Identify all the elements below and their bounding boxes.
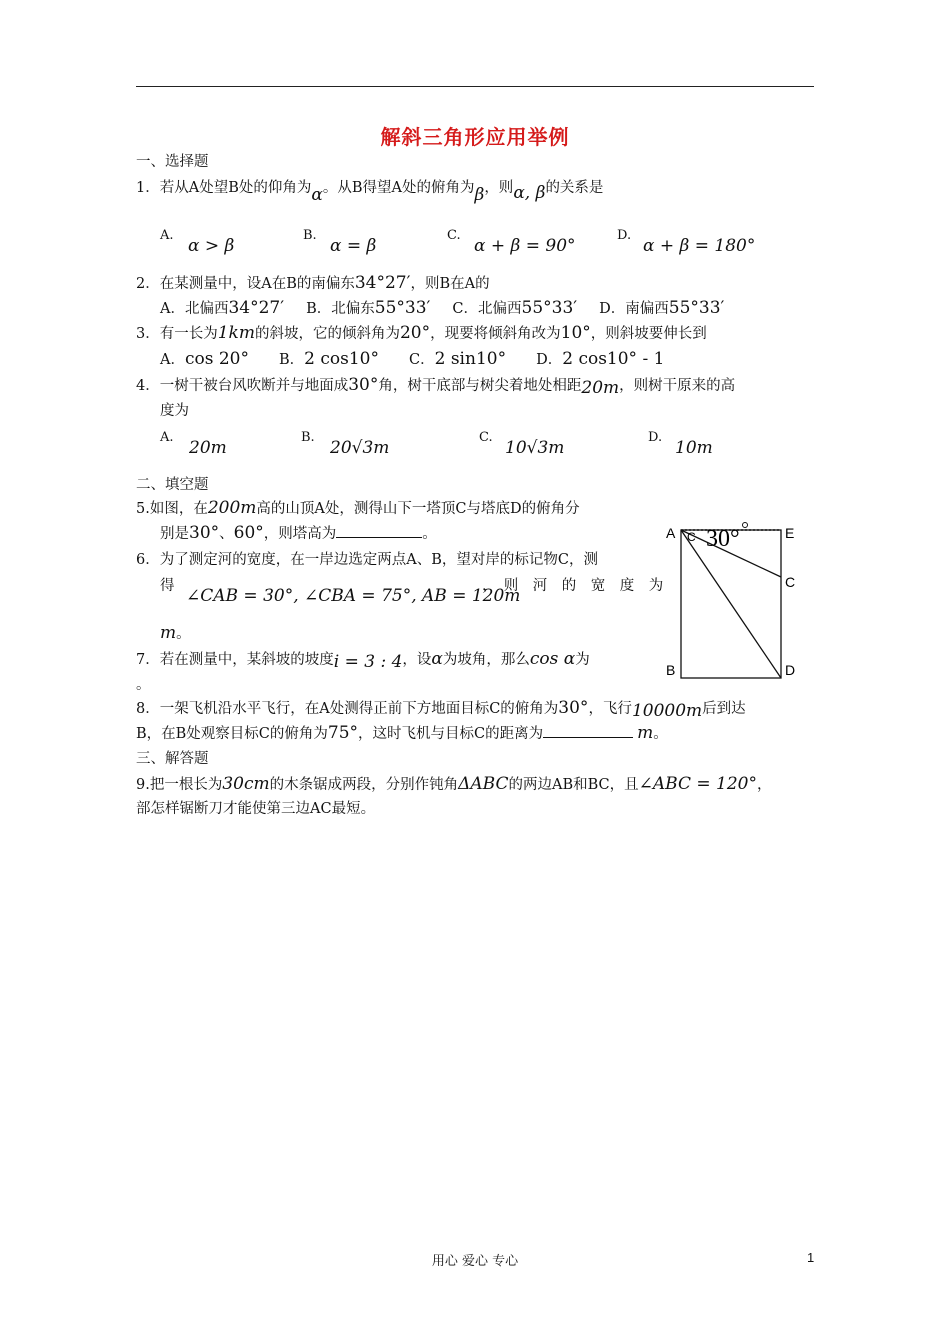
q4-option-value: 20√3m xyxy=(330,438,390,458)
q2-text: 2．在某测量中，设A在B的南偏东 xyxy=(136,276,355,292)
q3-text: 3．有一长为 xyxy=(136,326,218,342)
q9-text: 9.把一根长为 xyxy=(136,777,223,793)
q1-option-value: α + β = 180° xyxy=(643,236,756,256)
q4-text-continued: 度为 xyxy=(160,403,189,419)
q1-text: 1．若从A处望B处的仰角为 xyxy=(136,180,312,196)
q8-text: ，这时飞机与目标C的距离为 xyxy=(358,726,544,742)
q4-option-label: C. xyxy=(479,430,493,445)
q9-length: 30cm xyxy=(222,774,270,794)
q3-options xyxy=(160,348,664,371)
figure-label-d: D xyxy=(785,662,796,678)
q1-option-label: B. xyxy=(303,228,317,243)
q2-option: D．南偏西 xyxy=(599,301,669,317)
q7-text: 为 xyxy=(575,652,590,668)
q1-option-label: C. xyxy=(447,228,461,243)
q7-text: 7．若在测量中，某斜坡的坡度 xyxy=(136,652,334,668)
q3-option-value: 2 cos10° - 1 xyxy=(562,349,665,369)
q1-text: 。从B得望A处的俯角为 xyxy=(322,180,475,196)
q6-unit: m xyxy=(160,623,177,643)
q4-distance: 20m xyxy=(581,378,620,398)
q7-alpha: α xyxy=(431,649,443,669)
top-rule xyxy=(136,86,814,87)
q1-option-value: α + β = 90° xyxy=(474,236,576,256)
q1-alpha: α xyxy=(311,185,323,205)
q9-text: ， xyxy=(757,777,772,793)
q4-option-value: 10√3m xyxy=(505,438,565,458)
q1-option-label: A. xyxy=(160,228,174,243)
section-heading-1: 一、选择题 xyxy=(136,154,209,170)
q1-alpha-beta: α, β xyxy=(513,183,546,203)
figure-angle-label: 30° xyxy=(706,526,740,552)
q5-text: 别是 xyxy=(160,526,189,542)
q8-text: ，飞行 xyxy=(588,701,632,717)
q5-text: 5.如图，在 xyxy=(136,501,208,517)
q3-length: 1km xyxy=(217,323,255,343)
q8-text: 8．一架飞机沿水平飞行，在A处测得正前下方地面目标C的俯角为 xyxy=(136,701,559,717)
section-heading-3: 三、解答题 xyxy=(136,751,209,767)
q4-angle: 30° xyxy=(348,375,379,395)
q6-expression: ∠CAB = 30°, ∠CBA = 75°, AB = 120m xyxy=(186,586,521,606)
question-6: 6．为了测定河的宽度，在一岸边选定两点A、B，望对岸的标记物C，测 xyxy=(136,552,598,568)
q8-answer-blank[interactable] xyxy=(543,723,633,738)
q5-angle: 30° xyxy=(189,523,220,543)
q5-text: 。 xyxy=(422,526,437,542)
question-2 xyxy=(136,272,490,295)
q8-text: 后到达 xyxy=(702,701,746,717)
q1-option-value: α = β xyxy=(330,236,377,256)
q5-text: 高的山顶A处，测得山下一塔顶C与塔底D的俯角分 xyxy=(256,501,580,517)
q4-option-value: 20m xyxy=(189,438,227,458)
q1-option-label: D. xyxy=(617,228,632,243)
q7-cos: cos α xyxy=(529,649,576,669)
q6-text: ， 则 河 的 宽 度 为 xyxy=(482,578,664,594)
q3-text: ，现要将倾斜角改为 xyxy=(430,326,561,342)
q7-slope: i = 3 : 4 xyxy=(333,652,403,672)
mountain-tower-figure xyxy=(662,520,812,682)
q2-options xyxy=(160,297,724,320)
q8-unit: m xyxy=(637,723,654,743)
q2-angle: 34°27′ xyxy=(354,273,411,293)
q3-text: ，则斜坡要伸长到 xyxy=(590,326,707,342)
question-9-continued: 部怎样锯断刀才能使第三边AC最短。 xyxy=(136,801,376,817)
q8-distance: 10000m xyxy=(631,701,703,721)
q2-option-value: 55°33′ xyxy=(521,298,578,318)
q2-option-value: 55°33′ xyxy=(668,298,725,318)
question-8 xyxy=(136,697,746,720)
question-9 xyxy=(136,773,772,796)
q2-option: A．北偏西 xyxy=(160,301,229,317)
q5-text: ，则塔高为 xyxy=(263,526,337,542)
q5-text: 、 xyxy=(219,526,234,542)
q4-text: 角，树干底部与树尖着地处相距 xyxy=(378,378,582,394)
question-3 xyxy=(136,322,707,345)
q2-option-value: 55°33′ xyxy=(374,298,431,318)
q2-text: ，则B在A的 xyxy=(410,276,490,292)
q3-text: 的斜坡，它的倾斜角为 xyxy=(254,326,400,342)
q3-option: A． xyxy=(160,352,185,368)
q1-option-value: α > β xyxy=(188,236,235,256)
q2-option: B．北偏东 xyxy=(306,301,375,317)
q1-text: ，则 xyxy=(484,180,514,196)
question-4 xyxy=(136,374,735,397)
figure-label-a: A xyxy=(666,525,676,541)
q4-option-label: A. xyxy=(160,430,174,445)
q7-text: ，设 xyxy=(402,652,432,668)
q8-text: B，在B处观察目标C的俯角为 xyxy=(136,726,328,742)
q1-text: 的关系是 xyxy=(545,180,604,196)
q4-option-label: B. xyxy=(301,430,315,445)
q5-answer-blank[interactable] xyxy=(336,523,422,538)
page-number: 1 xyxy=(807,1250,815,1265)
figure-label-c-top: C xyxy=(687,530,696,544)
q3-option-value: 2 sin10° xyxy=(434,349,507,369)
q7-text-continued: 。 xyxy=(136,677,151,693)
q9-angle: ∠ABC = 120° xyxy=(638,774,757,794)
question-8-continued xyxy=(136,722,668,745)
q9-text: 的两边AB和BC，且 xyxy=(508,777,639,793)
question-1 xyxy=(136,176,604,205)
figure-line-to-d xyxy=(681,530,781,678)
q4-text: ，则树干原来的高 xyxy=(619,378,736,394)
q3-option: D． xyxy=(536,352,563,368)
question-5 xyxy=(136,497,580,520)
q9-triangle: ΔABC xyxy=(458,774,509,794)
q4-text: 4．一树干被台风吹断并与地面成 xyxy=(136,378,349,394)
q7-text: 为坡角，那么 xyxy=(442,652,530,668)
q4-option-value: 10m xyxy=(675,438,713,458)
question-7 xyxy=(136,648,590,671)
q3-option: C． xyxy=(409,352,435,368)
q6-text-continued xyxy=(160,622,191,645)
page-title: 解斜三角形应用举例 xyxy=(380,125,570,149)
q9-text: 的木条锯成两段，分别作钝角 xyxy=(269,777,459,793)
q5-height: 200m xyxy=(207,498,257,518)
q2-option: C．北偏西 xyxy=(452,301,522,317)
q4-option-label: D. xyxy=(648,430,663,445)
figure-label-b: B xyxy=(666,662,676,678)
q3-option-value: cos 20° xyxy=(184,349,249,369)
q8-angle: 75° xyxy=(327,723,359,743)
q6-text: 得 xyxy=(160,578,175,594)
q3-option-value: 2 cos10° xyxy=(304,349,379,369)
figure-label-e: E xyxy=(785,525,795,541)
q8-text: 。 xyxy=(653,726,668,742)
section-heading-2: 二、填空题 xyxy=(136,477,209,493)
q8-angle: 30° xyxy=(558,698,589,718)
q2-option-value: 34°27′ xyxy=(228,298,285,318)
q5-angle: 60° xyxy=(233,523,264,543)
q1-beta: β xyxy=(474,185,485,205)
page-footer: 用心 爱心 专心 xyxy=(431,1254,519,1269)
question-5-continued xyxy=(160,522,437,545)
figure-label-c: C xyxy=(785,574,796,590)
q3-option: B． xyxy=(279,352,305,368)
q3-angle: 20° xyxy=(399,323,431,343)
degree-mark xyxy=(743,523,748,528)
q3-angle: 10° xyxy=(560,323,591,343)
q6-text: 。 xyxy=(176,626,191,642)
